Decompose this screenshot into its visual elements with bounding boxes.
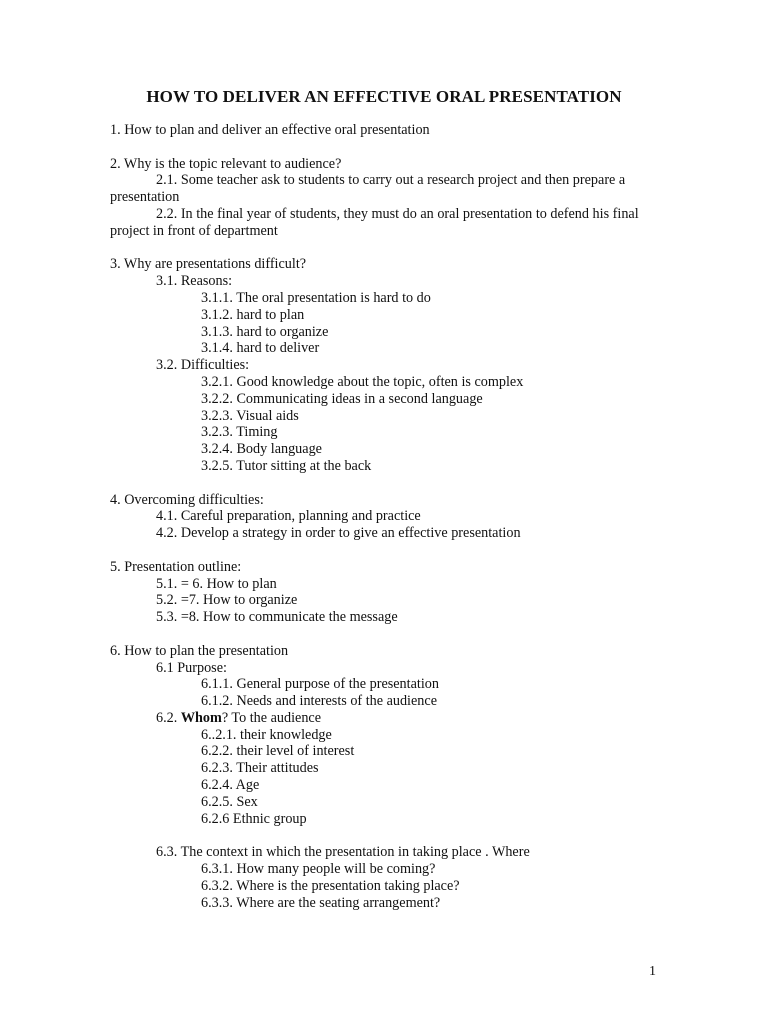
list-item: 6.2.3. Their attitudes bbox=[201, 760, 319, 777]
spacer bbox=[110, 626, 670, 643]
section-6-heading: 6. How to plan the presentation bbox=[110, 642, 289, 659]
page-number: 1 bbox=[649, 964, 656, 979]
list-item: 6..2.1. their knowledge bbox=[201, 726, 332, 743]
section-2-1-paragraph: 2.1. Some teacher ask to students to carry out a research project and then prepare a presentation bbox=[110, 172, 626, 206]
section-6-2-suffix: ? To the audience bbox=[221, 709, 322, 726]
spacer bbox=[110, 139, 670, 156]
section-6-1-label: 6.1 Purpose: bbox=[156, 659, 227, 676]
section-4-heading: 4. Overcoming difficulties: bbox=[110, 491, 264, 508]
section-6-3-label: 6.3. The context in which the presentation in taking place . Where bbox=[156, 844, 530, 861]
list-item: 6.2.4. Age bbox=[201, 777, 260, 794]
list-item: 3.2.4. Body language bbox=[201, 441, 322, 458]
spacer bbox=[110, 827, 670, 844]
section-2-2-paragraph: 2.2. In the final year of students, they must do an oral presentation to defend his final project in front of department bbox=[110, 205, 639, 239]
section-2-heading: 2. Why is the topic relevant to audience? bbox=[110, 155, 342, 172]
document-title: HOW TO DELIVER AN EFFECTIVE ORAL PRESENTATION bbox=[146, 87, 622, 106]
list-item: 3.1.1. The oral presentation is hard to do bbox=[201, 289, 431, 306]
section-3-1-label: 3.1. Reasons: bbox=[156, 273, 233, 290]
document-body bbox=[110, 122, 670, 911]
list-item: 3.1.3. hard to organize bbox=[201, 323, 329, 340]
section-3-heading: 3. Why are presentations difficult? bbox=[110, 256, 307, 273]
list-item: 6.3.1. How many people will be coming? bbox=[201, 861, 436, 878]
list-item: 3.2.3. Timing bbox=[201, 424, 278, 441]
section-6-2-label bbox=[110, 710, 670, 727]
list-item: 5.1. = 6. How to plan bbox=[156, 575, 277, 592]
spacer bbox=[110, 542, 670, 559]
list-item: 6.3.3. Where are the seating arrangement? bbox=[201, 894, 441, 911]
list-item: 6.3.2. Where is the presentation taking place? bbox=[201, 877, 460, 894]
list-item: 5.2. =7. How to organize bbox=[156, 592, 298, 609]
list-item: 3.2.1. Good knowledge about the topic, often is complex bbox=[201, 373, 524, 390]
section-3-2-label: 3.2. Difficulties: bbox=[156, 357, 250, 374]
list-item: 4.2. Develop a strategy in order to give an effective presentation bbox=[156, 525, 521, 542]
list-item: 6.1.1. General purpose of the presentation bbox=[201, 676, 439, 693]
list-item: 3.1.2. hard to plan bbox=[201, 306, 305, 323]
section-6-2-bold-whom: Whom bbox=[180, 709, 222, 726]
spacer bbox=[110, 240, 670, 257]
list-item: 5.3. =8. How to communicate the message bbox=[156, 609, 398, 626]
section-5-heading: 5. Presentation outline: bbox=[110, 558, 242, 575]
list-item: 4.1. Careful preparation, planning and practice bbox=[156, 508, 421, 525]
list-item: 3.2.3. Visual aids bbox=[201, 407, 299, 424]
list-item: 6.1.2. Needs and interests of the audience bbox=[201, 693, 437, 710]
list-item: 6.2.2. their level of interest bbox=[201, 743, 355, 760]
list-item: 3.2.2. Communicating ideas in a second language bbox=[201, 390, 483, 407]
spacer bbox=[110, 475, 670, 492]
list-item: 6.2.5. Sex bbox=[201, 793, 258, 810]
section-1-heading: 1. How to plan and deliver an effective oral presentation bbox=[110, 122, 430, 138]
list-item: 3.2.5. Tutor sitting at the back bbox=[201, 457, 372, 474]
list-item: 3.1.4. hard to deliver bbox=[201, 340, 320, 357]
section-6-2-prefix: 6.2. bbox=[156, 709, 181, 726]
list-item: 6.2.6 Ethnic group bbox=[201, 810, 307, 827]
